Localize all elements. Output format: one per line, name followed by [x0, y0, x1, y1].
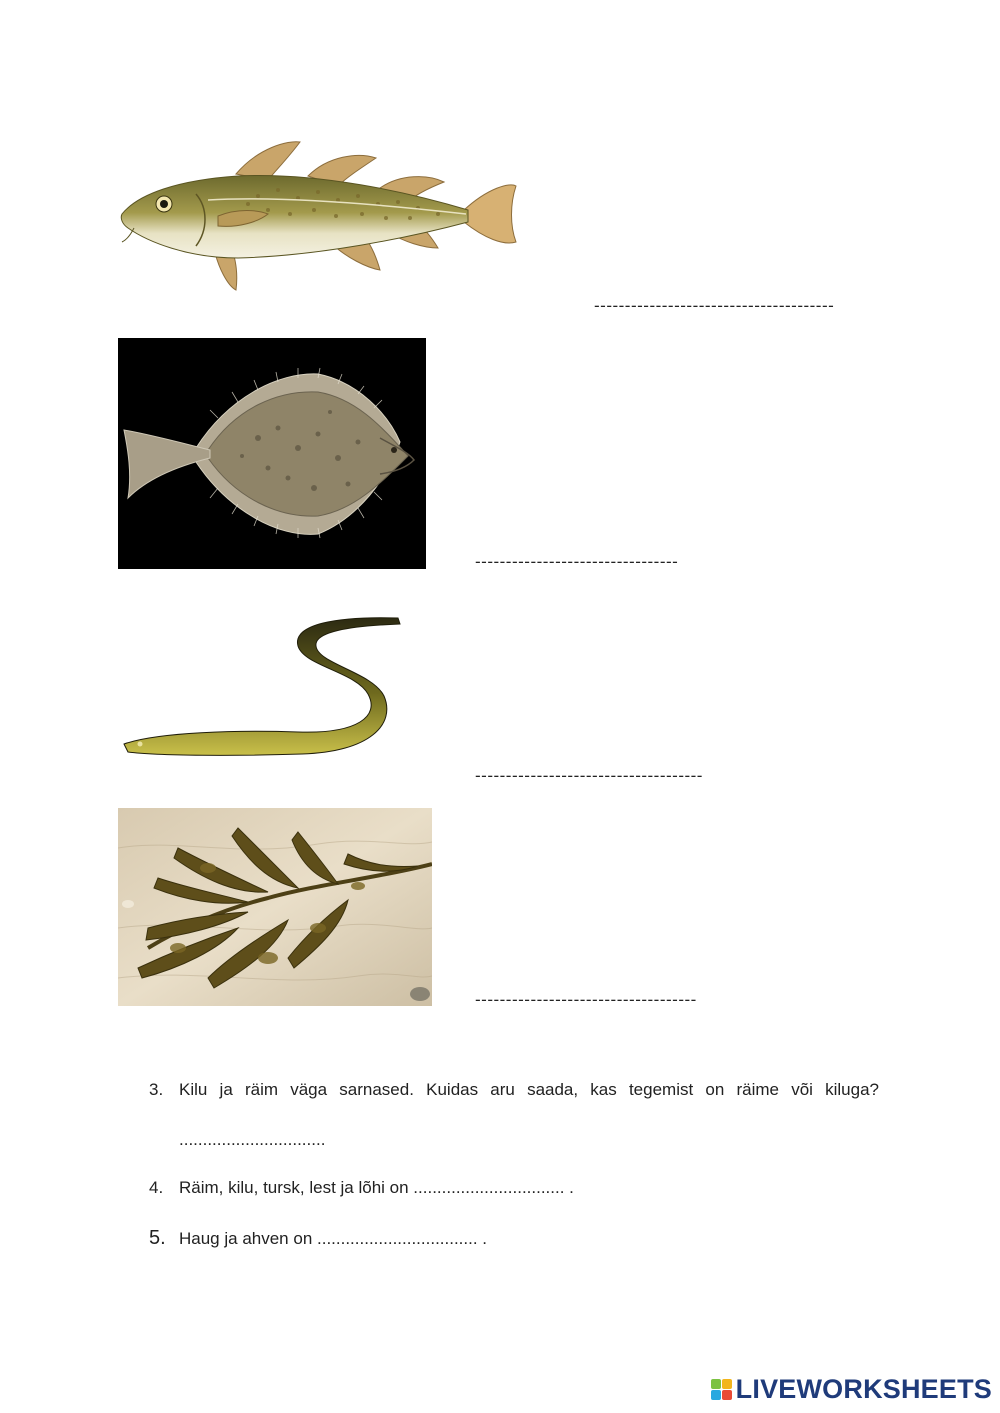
answer-line-1[interactable]: --------------------------------------- — [594, 296, 835, 315]
seaweed-image — [118, 808, 432, 1006]
cod-fish-image — [118, 138, 520, 294]
question-3-answer-blank[interactable]: ............................... — [179, 1130, 326, 1149]
question-4-text[interactable]: Räim, kilu, tursk, lest ja lõhi on ................................ . — [179, 1178, 574, 1197]
question-3 — [149, 1080, 879, 1100]
question-4 — [149, 1178, 574, 1198]
question-3-text: Kilu ja räim väga sarnased. Kuidas aru saada, kas tegemist on räime või kiluga? — [179, 1080, 879, 1099]
question-5-number: 5. — [149, 1227, 166, 1249]
question-4-number: 4. — [149, 1178, 164, 1197]
question-5-text[interactable]: Haug ja ahven on .................................. . — [179, 1229, 488, 1248]
liveworksheets-logo-icon — [711, 1379, 732, 1400]
answer-line-2[interactable]: --------------------------------- — [475, 552, 679, 571]
liveworksheets-logo — [711, 1374, 992, 1405]
eel-image — [118, 606, 408, 770]
question-3-number: 3. — [149, 1080, 164, 1099]
answer-line-3[interactable]: ------------------------------------- — [475, 766, 703, 785]
liveworksheets-logo-text: LIVEWORKSHEETS — [735, 1374, 992, 1404]
question-5 — [149, 1227, 487, 1250]
flounder-fish-image — [118, 338, 426, 569]
answer-line-4[interactable]: ------------------------------------ — [475, 990, 697, 1009]
